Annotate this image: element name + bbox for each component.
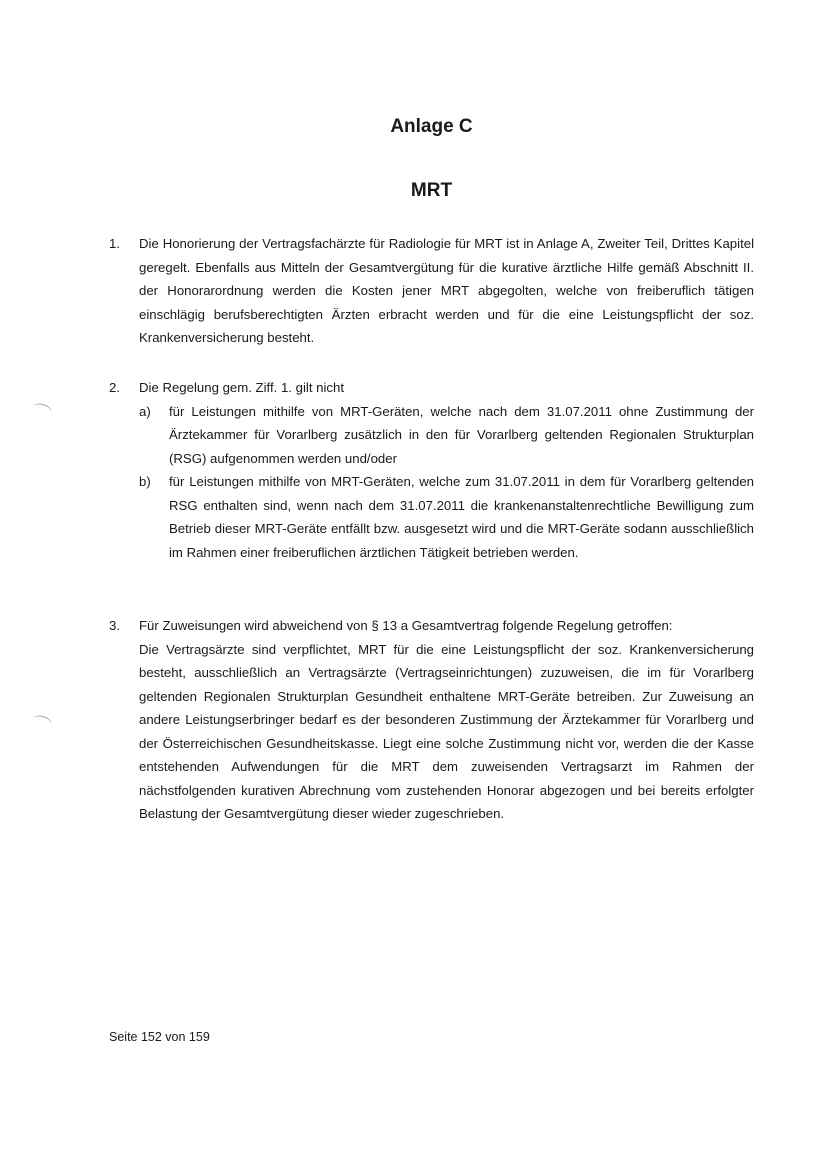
section-number: 2. [109, 380, 120, 395]
document-title: Anlage C [390, 116, 473, 137]
section-3 [109, 614, 754, 826]
section-text: Die Vertragsärzte sind verpflichtet, MRT für die eine Leistungspflicht der soz. Krankenversicherung besteht, ausschließlich an Vertragsärzte (Vertragseinrichtungen) zuzuweisen, die im für Vorarlberg geltenden Regionalen Strukturplan Gesundheit enthaltene MRT-Geräte betreiben. Zur Zuweisung an andere Leistungserbringer bedarf es der besonderen Zustimmung der Ärztekammer für Vorarlberg und der Österreichischen Gesundheitskasse. Liegt eine solche Zustimmung nicht vor, werden die der Kasse entstehenden Aufwendungen für die MRT dem zuweisenden Vertragsarzt im Rahmen der nächstfolgenden kurativen Abrechnung vom zustehenden Honorar abgezogen und bei bereits erfolgter Belastung der Gesamtvergütung dieser wieder zugeschrieben. [139, 641, 754, 821]
list-item-text: für Leistungen mithilfe von MRT-Geräten, welche zum 31.07.2011 in dem für Vorarlberg geltenden RSG enthalten sind, wenn nach dem 31.07.2011 die krankenanstaltenrechtliche Bewilligung zum Betrieb dieser MRT-Geräte entfällt bzw. ausgesetzt wird und die MRT-Geräte sodann ausschließlich im Rahmen einer freiberuflichen ärztlichen Tätigkeit betrieben werden. [169, 474, 754, 560]
section-intro: Die Regelung gem. Ziff. 1. gilt nicht [139, 380, 344, 395]
section-2 [109, 376, 754, 564]
list-item-letter: a) [139, 403, 151, 419]
section-number: 3. [109, 618, 120, 633]
scan-mark [30, 401, 53, 420]
document-subtitle: MRT [410, 180, 453, 201]
section-number: 1. [109, 236, 120, 251]
scan-mark [30, 713, 53, 732]
section-text: Die Honorierung der Vertragsfachärzte für Radiologie für MRT ist in Anlage A, Zweiter Teil, Drittes Kapitel geregelt. Ebenfalls aus Mitteln der Gesamtvergütung für die kurative ärztliche Hilfe gemäß Abschnitt II. der Honorarordnung werden die Kosten jener MRT abgegolten, welche von freiberuflich tätigen einschlägig berufsberechtigten Ärzten erbracht werden und für die eine Leistungspflicht der soz. Krankenversicherung besteht. [139, 236, 754, 345]
list-item-text: für Leistungen mithilfe von MRT-Geräten, welche nach dem 31.07.2011 ohne Zustimmung der Ärztekammer für Vorarlberg zusätzlich in den für Vorarlberg geltenden Regionalen Strukturplan (RSG) aufgenommen werden und/oder [169, 403, 754, 466]
section-1 [109, 232, 754, 350]
section-intro: Für Zuweisungen wird abweichend von § 13 a Gesamtvertrag folgende Regelung getroffen: [139, 618, 673, 633]
list-item-b [139, 470, 754, 564]
list-item-letter: b) [139, 474, 151, 489]
page-footer: Seite 152 von 159 [109, 1030, 210, 1044]
list-item-a [139, 400, 754, 471]
